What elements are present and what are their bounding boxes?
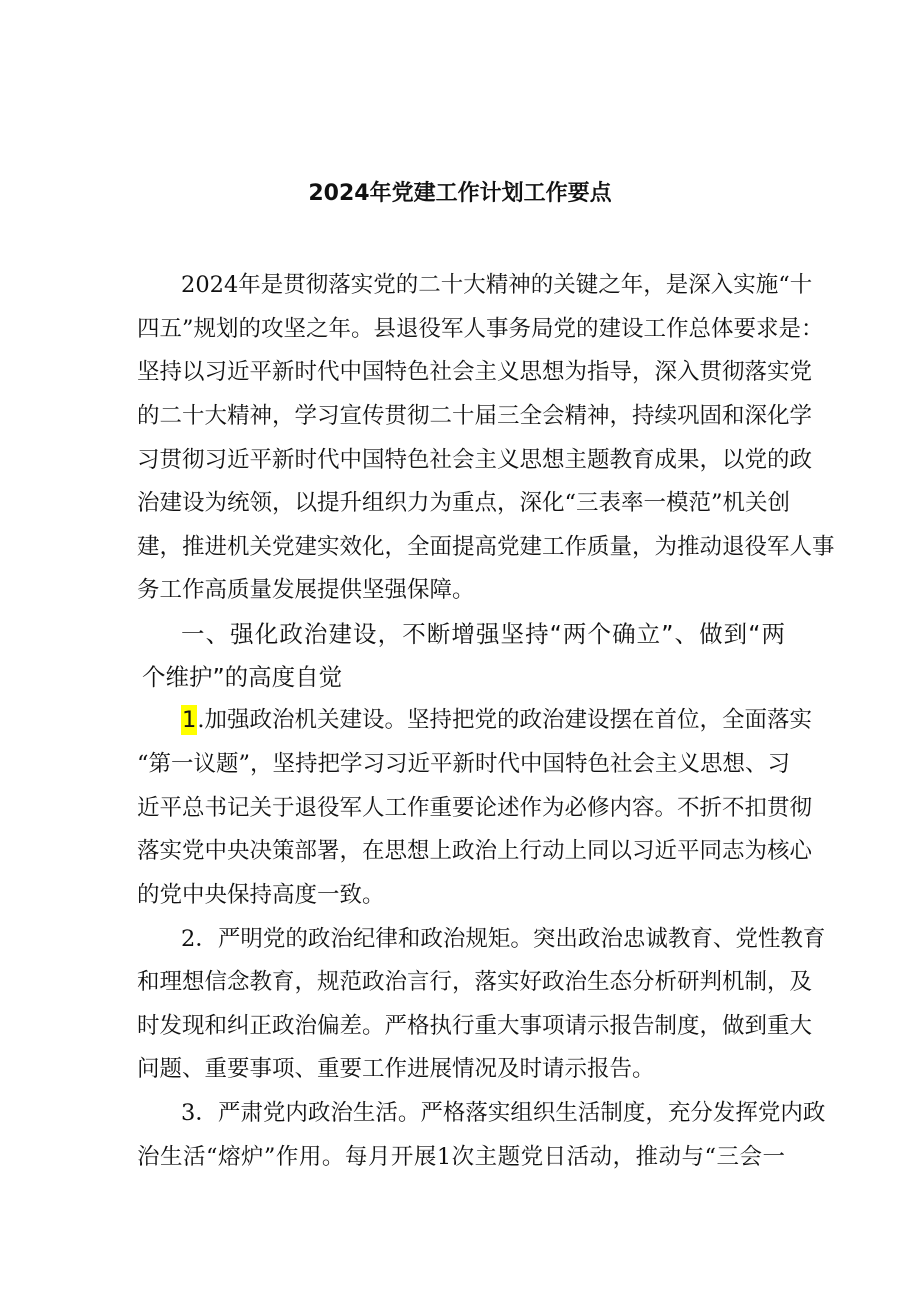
- item-1-line: 近平总书记关于退役军人工作重要论述作为必修内容。不折不扣贯彻: [137, 795, 813, 821]
- item-3-line: 治生活“熔炉”作用。每月开展1次主题党日活动，推动与“三会一: [137, 1144, 785, 1170]
- intro-line: 2024年是贯彻落实党的二十大精神的关键之年，是深入实施“十: [181, 272, 813, 298]
- section-heading: 个维护”的高度自觉: [142, 663, 343, 691]
- intro-line: 的二十大精神，学习宣传贯彻二十届三全会精神，持续巩固和深化学: [137, 403, 813, 429]
- item-2-line: 和理想信念教育，规范政治言行，落实好政治生态分析研判机制，及: [137, 969, 813, 995]
- item-1-first-line: [181, 705, 812, 735]
- item-2-line: 时发现和纠正政治偏差。严格执行重大事项请示报告制度，做到重大: [137, 1013, 813, 1039]
- intro-line: 习贯彻习近平新时代中国特色社会主义思想主题教育成果，以党的政: [137, 447, 813, 473]
- item-1-line: 的党中央保持高度一致。: [137, 882, 385, 908]
- item-2-line: 问题、重要事项、重要工作进展情况及时请示报告。: [137, 1056, 655, 1082]
- intro-line: 四五”规划的攻坚之年。县退役军人事务局党的建设工作总体要求是：: [137, 316, 824, 342]
- document-title: 2024年党建工作计划工作要点: [308, 181, 612, 206]
- item-1-line: “第一议题”，坚持把学习习近平新时代中国特色社会主义思想、习: [137, 751, 791, 777]
- item-number-highlight: 1: [182, 707, 197, 733]
- intro-line: 坚持以习近平新时代中国特色社会主义思想为指导，深入贯彻落实党: [137, 359, 813, 385]
- item-2-line: 2．严明党的政治纪律和政治规矩。突出政治忠诚教育、党性教育: [181, 926, 826, 952]
- item-1-text: .加强政治机关建设。坚持把党的政治建设摆在首位，全面落实: [197, 707, 812, 733]
- section-heading: 一、强化政治建设，不断增强坚持“两个确立”、做到“两: [181, 620, 785, 648]
- item-1-line: 落实党中央决策部署，在思想上政治上行动上同以习近平同志为核心: [137, 838, 813, 864]
- intro-line: 建，推进机关党建实效化，全面提高党建工作质量，为推动退役军人事: [137, 534, 835, 560]
- intro-line: 务工作高质量发展提供坚强保障。: [137, 577, 475, 603]
- item-3-line: 3．严肃党内政治生活。严格落实组织生活制度，充分发挥党内政: [181, 1100, 826, 1126]
- intro-line: 治建设为统领，以提升组织力为重点，深化“三表率一模范”机关创: [137, 490, 791, 516]
